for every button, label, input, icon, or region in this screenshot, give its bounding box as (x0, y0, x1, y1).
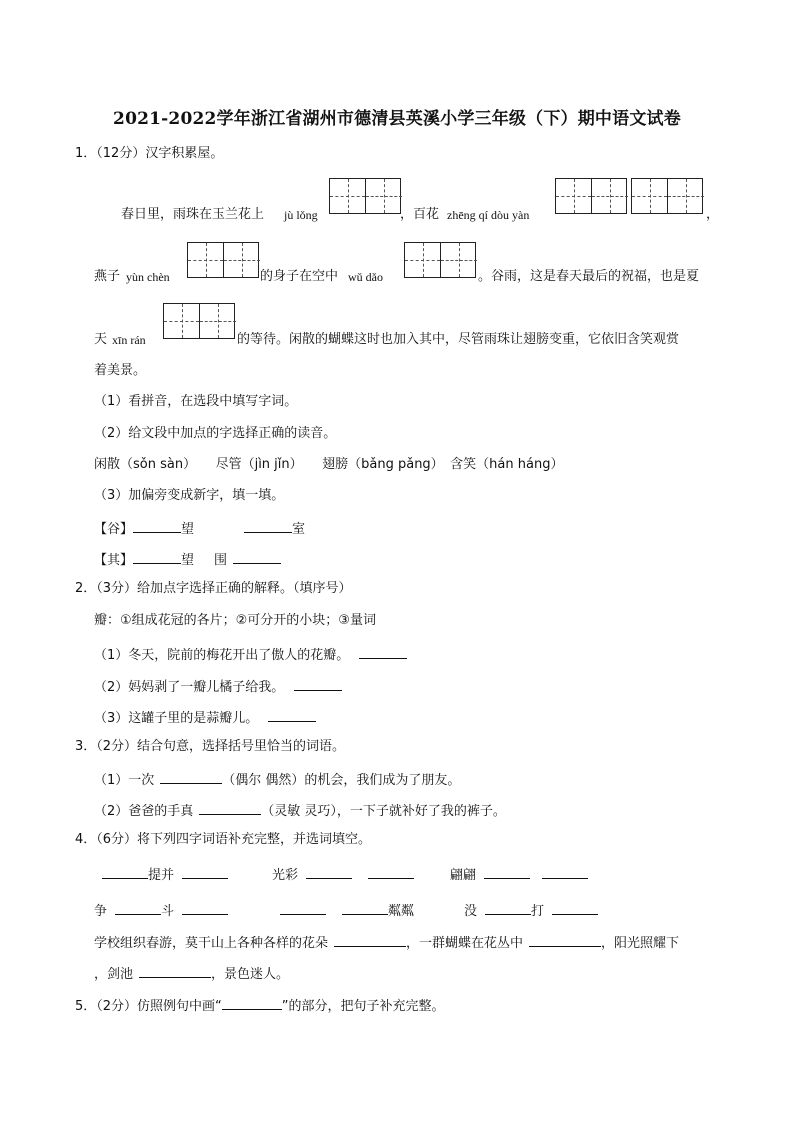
q4-fill-sentence-2: ，剑池 ，景色迷人。 (94, 963, 289, 984)
answer-grid-zhengqi[interactable] (555, 178, 627, 214)
blank-w5-a[interactable] (280, 900, 326, 915)
q1-passage-line-1-a: 春日里，雨珠在玉兰花上 (121, 207, 265, 222)
blank-w3-a[interactable] (484, 864, 530, 879)
blank-w2-b[interactable] (368, 864, 414, 879)
answer-grid-wudao[interactable] (404, 242, 476, 278)
word-linlin: 粼粼 (388, 904, 415, 919)
blank-w3-b[interactable] (542, 864, 588, 879)
radical-tag-qi: 【其】 (94, 553, 134, 568)
q4-fill-sentence-1: 学校组织春游，莫干山上各种各样的花朵 ，一群蝴蝶在花丛中 ，阳光照耀下 (94, 932, 679, 953)
blank-qi-2[interactable] (233, 549, 281, 564)
blank-q4-s3[interactable] (139, 963, 211, 978)
pinyin-zhengqidouyan: zhēng qí dòu yàn (447, 208, 530, 222)
word-wang-1: 望 (181, 522, 195, 537)
blank-qi-1[interactable] (133, 549, 181, 564)
answer-grid-douyan[interactable] (631, 178, 703, 214)
blank-w1-b[interactable] (182, 864, 228, 879)
blank-q3-2[interactable] (199, 800, 261, 815)
q1-passage-line-4: 着美景。 (94, 363, 147, 378)
answer-grid-yunchen[interactable] (187, 242, 259, 278)
q2-subquestion-1: （1）冬天，院前的梅花开出了傲人的花瓣。 (94, 644, 407, 665)
blank-q2-1[interactable] (359, 644, 407, 659)
q2-subquestion-2: （2）妈妈剥了一瓣儿橘子给我。 (94, 676, 342, 697)
q4-word-3 (450, 864, 588, 885)
question-5-heading: 5．（2分）仿照例句中画“ ”的部分，把句子补充完整。 (75, 995, 445, 1016)
word-wei: 围 (214, 553, 228, 568)
q1-passage-line-2-c: 的身子在空中 (260, 269, 339, 284)
blank-q2-2[interactable] (294, 676, 342, 691)
q1-pronunciation-options: 闲散（sǒn sàn） 尽管（jìn jǐn） 翅膀（bǎng pǎng） 含笑（hán háng） (94, 457, 564, 472)
word-mei: 没 (464, 904, 478, 919)
word-tibing: 提并 (148, 868, 175, 883)
q1-subquestion-3: （3）加偏旁变成新字，填一填。 (94, 488, 285, 503)
q1-radical-row-1 (94, 518, 305, 539)
pinyin-xinran: xīn rán (112, 333, 146, 347)
blank-w4-b[interactable] (182, 900, 228, 915)
q3-subquestion-1: （1）一次 （偶尔 偶然）的机会，我们成为了朋友。 (94, 769, 460, 790)
q5-underline-sample (222, 995, 282, 1010)
word-dou: 斗 (161, 904, 175, 919)
page-title: 2021-2022学年浙江省湖州市德清县英溪小学三年级（下）期中语文试卷 (113, 109, 681, 129)
q3-subquestion-2: （2）爸爸的手真 （灵敏 灵巧），一下子就补好了我的裤子。 (94, 800, 506, 821)
blank-gu-1[interactable] (133, 518, 181, 533)
blank-q4-s1[interactable] (334, 932, 406, 947)
blank-w1-a[interactable] (102, 864, 148, 879)
q4-word-5 (280, 900, 414, 921)
word-da: 打 (531, 904, 545, 919)
q4-word-row-1 (102, 864, 228, 885)
blank-w6-b[interactable] (552, 900, 598, 915)
pinyin-wudao: wǔ dǎo (348, 270, 383, 284)
word-shi: 室 (292, 522, 306, 537)
q2-subquestion-3: （3）这罐子里的是蒜瓣儿。 (94, 707, 316, 728)
blank-gu-2[interactable] (244, 518, 292, 533)
q4-word-2 (272, 864, 414, 885)
q2-definitions: 瓣：①组成花冠的各片；②可分开的小块；③量词 (94, 613, 376, 628)
blank-q2-3[interactable] (268, 707, 316, 722)
q4-word-4 (94, 900, 228, 921)
question-2-heading: 2．（3分）给加点字选择正确的解释。（填序号） (75, 581, 352, 596)
blank-q3-1[interactable] (160, 769, 222, 784)
q1-subquestion-1: （1）看拼音，在选段中填写字词。 (94, 394, 298, 409)
answer-grid-julong[interactable] (329, 178, 401, 214)
question-4-heading: 4．（6分）将下列四字词语补充完整，并选词填空。 (75, 832, 372, 847)
blank-q4-s2[interactable] (529, 932, 601, 947)
q1-passage-line-2-e: 。谷雨，这是春天最后的祝福，也是夏 (478, 269, 700, 284)
question-3-heading: 3．（2分）结合句意，选择括号里恰当的词语。 (75, 739, 346, 754)
q1-subquestion-2: （2）给文段中加点的字选择正确的读音。 (94, 426, 337, 441)
word-zheng: 争 (94, 904, 108, 919)
word-guangcai: 光彩 (272, 868, 299, 883)
blank-w5-b[interactable] (342, 900, 388, 915)
word-pianpian: 翩翩 (450, 868, 477, 883)
q4-word-6 (464, 900, 598, 921)
q1-passage-line-2-a: 燕子 (94, 269, 121, 284)
blank-w2-a[interactable] (306, 864, 352, 879)
q1-passage-line-3-c: 的等待。闲散的蝴蝶这时也加入其中，尽管雨珠让翅膀变重，它依旧含笑观赏 (237, 332, 680, 347)
question-1-heading: 1．（12分）汉字积累屋。 (75, 146, 224, 161)
pinyin-julong: jù lǒng (284, 208, 318, 222)
pinyin-yunchen: yùn chèn (126, 270, 170, 284)
blank-w6-a[interactable] (485, 900, 531, 915)
q1-radical-row-2 (94, 549, 281, 570)
word-wang-2: 望 (181, 553, 195, 568)
q1-passage-line-3-a: 天 (94, 332, 108, 347)
answer-grid-xinran[interactable] (163, 303, 235, 339)
radical-tag-gu: 【谷】 (94, 522, 134, 537)
q1-passage-line-1-e: ， (706, 207, 720, 222)
blank-w4-a[interactable] (115, 900, 161, 915)
q1-passage-line-1-c: ，百花 (400, 207, 440, 222)
